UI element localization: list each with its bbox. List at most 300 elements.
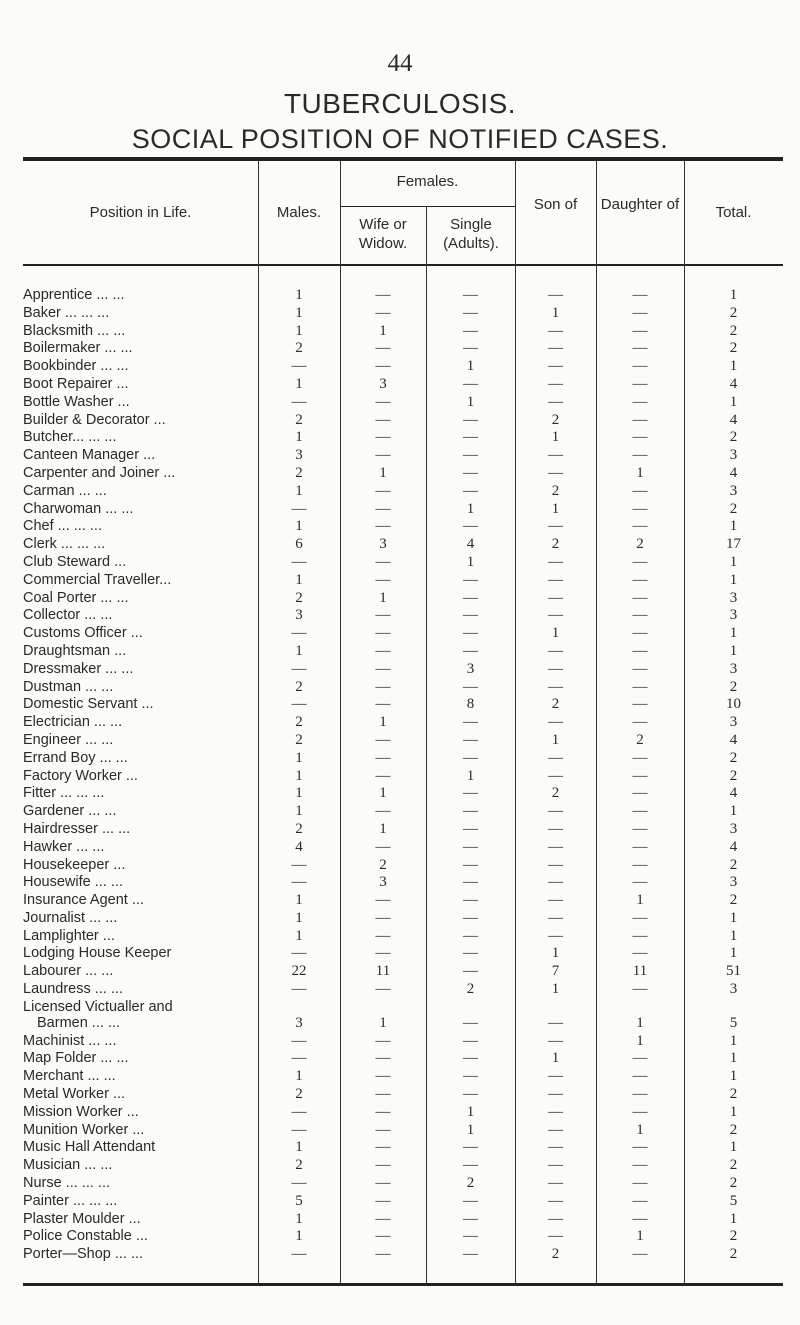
total-cell: 2	[729, 856, 738, 873]
males-cell: 2	[295, 589, 303, 606]
row-label: Carpenter and Joiner ...	[23, 464, 176, 481]
single-cell: —	[463, 518, 478, 535]
wife-cell: —	[375, 447, 391, 464]
total-cell: 4	[729, 838, 738, 855]
males-cell: —	[291, 1175, 307, 1192]
males-cell: —	[291, 1121, 307, 1138]
males-cell: —	[291, 981, 307, 998]
daughter-cell: —	[632, 1175, 648, 1192]
row-label: Merchant ... ...	[23, 1068, 116, 1085]
wife-cell: —	[375, 393, 391, 410]
table-row	[23, 928, 783, 946]
daughter-cell: —	[632, 803, 648, 820]
row-label: Lodging House Keeper	[23, 945, 172, 962]
single-cell: —	[463, 1032, 478, 1049]
single-cell: 2	[466, 981, 475, 998]
row-label: Customs Officer ...	[23, 625, 143, 642]
daughter-cell: 1	[636, 1121, 644, 1138]
son-cell: —	[548, 287, 563, 303]
header-son: Son of	[533, 196, 578, 213]
table-row	[23, 1246, 783, 1264]
wife-cell: —	[375, 1157, 391, 1174]
daughter-cell: 2	[636, 536, 644, 553]
males-cell: —	[291, 500, 307, 517]
daughter-cell: 2	[636, 731, 644, 748]
males-cell: 1	[295, 767, 303, 784]
wife-cell: —	[375, 1192, 391, 1209]
total-cell: 3	[729, 589, 738, 606]
single-cell: 1	[466, 358, 475, 375]
table-row	[23, 447, 783, 465]
row-label: Munition Worker ...	[23, 1121, 145, 1138]
wife-cell: 3	[379, 375, 387, 392]
row-label: Hairdresser ... ...	[23, 820, 131, 837]
males-cell: 2	[295, 1157, 303, 1174]
total-cell: 5	[729, 1014, 738, 1031]
single-cell: —	[463, 429, 478, 446]
wife-cell: 1	[379, 322, 387, 339]
males-cell: 1	[295, 927, 303, 944]
males-cell: —	[291, 625, 307, 642]
wife-cell: —	[375, 607, 391, 624]
table-row	[23, 1122, 783, 1140]
total-cell: 1	[729, 642, 738, 659]
daughter-cell: —	[632, 625, 648, 642]
males-cell: 1	[295, 892, 303, 909]
single-cell: —	[463, 892, 478, 909]
son-cell: 2	[551, 1246, 560, 1263]
row-label: Draughtsman ...	[23, 642, 127, 659]
row-label: Metal Worker ...	[23, 1086, 126, 1103]
son-cell: —	[548, 856, 563, 873]
son-cell: —	[548, 553, 563, 570]
son-cell: —	[548, 1157, 563, 1174]
daughter-cell: —	[632, 981, 648, 998]
header-females: Females.	[396, 173, 459, 190]
table-row	[23, 340, 783, 358]
son-cell: —	[548, 909, 563, 926]
daughter-cell: —	[632, 642, 648, 659]
table-row	[23, 803, 783, 821]
table-row	[23, 732, 783, 750]
females-subheader-line	[340, 206, 515, 207]
row-label: Laundress ... ...	[23, 981, 123, 998]
table-row	[23, 874, 783, 892]
row-label: Butcher... ... ...	[23, 429, 117, 446]
males-cell: —	[291, 553, 307, 570]
table-row	[23, 501, 783, 519]
single-cell: —	[463, 625, 478, 642]
son-cell: 2	[551, 785, 560, 802]
wife-cell: —	[375, 1086, 391, 1103]
males-cell: —	[291, 358, 307, 375]
son-cell: —	[548, 749, 563, 766]
wife-cell: —	[375, 660, 391, 677]
daughter-cell: —	[632, 482, 648, 499]
single-cell: —	[463, 945, 478, 962]
males-cell: —	[291, 1103, 307, 1120]
total-cell: 1	[729, 1139, 738, 1156]
total-cell: 1	[729, 393, 738, 410]
row-label: Collector ... ...	[23, 607, 113, 624]
table-row	[23, 821, 783, 839]
single-cell: —	[463, 1192, 478, 1209]
males-cell: 1	[295, 287, 303, 303]
single-cell: —	[463, 1050, 478, 1067]
wife-cell: —	[375, 1139, 391, 1156]
wife-cell: —	[375, 767, 391, 784]
daughter-cell: 1	[636, 892, 644, 909]
row-label: Porter—Shop ... ...	[23, 1246, 144, 1263]
males-cell: —	[291, 696, 307, 713]
table-row	[23, 554, 783, 572]
row-label: Canteen Manager ...	[23, 447, 156, 464]
table-row	[23, 429, 783, 447]
wife-cell: 2	[379, 856, 387, 873]
wife-cell: —	[375, 642, 391, 659]
son-cell: 7	[551, 963, 560, 980]
daughter-cell: —	[632, 838, 648, 855]
table-row	[23, 590, 783, 608]
single-cell: 1	[466, 1121, 475, 1138]
daughter-cell: 11	[632, 963, 648, 980]
header-males: Males.	[276, 204, 322, 221]
wife-cell: —	[375, 1210, 391, 1227]
row-label: Plaster Moulder ...	[23, 1210, 141, 1227]
son-cell: —	[548, 714, 563, 731]
males-cell: 1	[295, 1068, 303, 1085]
males-cell: 2	[295, 340, 303, 357]
single-cell: —	[463, 1139, 478, 1156]
son-cell: —	[548, 767, 563, 784]
total-cell: 2	[729, 749, 738, 766]
son-cell: —	[548, 927, 563, 944]
row-label: Carman ... ...	[23, 482, 107, 499]
son-cell: —	[548, 1086, 563, 1103]
total-cell: 2	[729, 1246, 738, 1263]
son-cell: —	[548, 1068, 563, 1085]
son-cell: —	[548, 1032, 563, 1049]
table-row	[23, 1175, 783, 1193]
males-cell: 1	[295, 429, 303, 446]
single-cell: —	[463, 304, 478, 321]
wife-cell: —	[375, 429, 391, 446]
males-cell: —	[291, 856, 307, 873]
single-cell: —	[463, 1157, 478, 1174]
wife-cell: —	[375, 731, 391, 748]
table-row	[23, 714, 783, 732]
table-row	[23, 750, 783, 768]
table-row	[23, 839, 783, 857]
son-cell: 1	[551, 429, 560, 446]
page-subtitle: SOCIAL POSITION OF NOTIFIED CASES.	[131, 124, 669, 154]
table-row	[23, 412, 783, 430]
son-cell: 2	[551, 696, 560, 713]
total-cell: 1	[729, 927, 738, 944]
total-cell: 2	[729, 304, 738, 321]
single-cell: —	[463, 820, 478, 837]
wife-cell: —	[375, 678, 391, 695]
single-cell: —	[463, 1246, 478, 1263]
header-position: Position in Life.	[89, 204, 192, 221]
single-cell: —	[463, 838, 478, 855]
son-cell: —	[548, 892, 563, 909]
daughter-cell: —	[632, 1246, 648, 1263]
son-cell: —	[548, 1121, 563, 1138]
total-cell: 51	[726, 963, 741, 980]
males-cell: 2	[295, 820, 303, 837]
total-cell: 1	[729, 571, 738, 588]
son-cell: —	[548, 607, 563, 624]
row-label: Bookbinder ... ...	[23, 358, 129, 375]
son-cell: 1	[551, 1050, 560, 1067]
row-label: Engineer ... ...	[23, 731, 114, 748]
daughter-cell: —	[632, 856, 648, 873]
son-cell: —	[548, 642, 563, 659]
single-cell: 3	[466, 660, 475, 677]
total-cell: 1	[729, 287, 738, 303]
single-cell: 1	[466, 393, 475, 410]
total-cell: 1	[729, 1210, 738, 1227]
males-cell: 2	[295, 678, 303, 695]
males-cell: 5	[295, 1192, 303, 1209]
row-label: Musician ... ...	[23, 1157, 113, 1174]
daughter-cell: —	[632, 1086, 648, 1103]
son-cell: —	[548, 375, 563, 392]
row-label: Gardener ... ...	[23, 803, 117, 820]
wife-cell: —	[375, 927, 391, 944]
son-cell: 1	[551, 981, 560, 998]
single-cell: —	[463, 447, 478, 464]
daughter-cell: —	[632, 518, 648, 535]
single-cell: —	[463, 1068, 478, 1085]
son-cell: 1	[551, 731, 560, 748]
son-cell: —	[548, 803, 563, 820]
row-label: Map Folder ... ...	[23, 1050, 129, 1067]
total-cell: 5	[729, 1192, 738, 1209]
page-number: 44	[387, 50, 413, 77]
table-row	[23, 981, 783, 999]
row-label: Builder & Decorator ...	[23, 411, 166, 428]
son-cell: —	[548, 589, 563, 606]
daughter-cell: —	[632, 358, 648, 375]
header-wife: Wife or Widow.	[358, 216, 408, 252]
table-row	[23, 999, 783, 1015]
table-row	[23, 679, 783, 697]
total-cell: 2	[729, 1086, 738, 1103]
males-cell: 3	[295, 607, 303, 624]
son-cell: 2	[551, 536, 560, 553]
wife-cell: —	[375, 1050, 391, 1067]
table-row	[23, 394, 783, 412]
daughter-cell: —	[632, 1139, 648, 1156]
wife-cell: 1	[379, 1014, 387, 1031]
total-cell: 4	[729, 375, 738, 392]
daughter-cell: —	[632, 678, 648, 695]
daughter-cell: —	[632, 696, 648, 713]
total-cell: 1	[729, 1103, 738, 1120]
row-label: Licensed Victualler and	[23, 998, 173, 1015]
table-body	[23, 287, 783, 1264]
males-cell: 1	[295, 518, 303, 535]
males-cell: 3	[295, 1014, 303, 1031]
row-label: Housekeeper ...	[23, 856, 126, 873]
daughter-cell: —	[632, 411, 648, 428]
total-cell: 1	[729, 1032, 738, 1049]
total-cell: 1	[729, 909, 738, 926]
wife-cell: —	[375, 1032, 391, 1049]
single-cell: —	[463, 785, 478, 802]
single-cell: —	[463, 749, 478, 766]
daughter-cell: —	[632, 607, 648, 624]
daughter-cell: —	[632, 447, 648, 464]
daughter-cell: —	[632, 500, 648, 517]
row-label: Painter ... ... ...	[23, 1192, 118, 1209]
row-label: Boot Repairer ...	[23, 375, 129, 392]
daughter-cell: —	[632, 909, 648, 926]
table-row	[23, 305, 783, 323]
son-cell: —	[548, 678, 563, 695]
row-label: Factory Worker ...	[23, 767, 138, 784]
total-cell: 4	[729, 464, 738, 481]
table-row	[23, 1086, 783, 1104]
males-cell: —	[291, 945, 307, 962]
single-cell: —	[463, 375, 478, 392]
single-cell: —	[463, 803, 478, 820]
son-cell: —	[548, 820, 563, 837]
wife-cell: —	[375, 892, 391, 909]
row-label: Coal Porter ... ...	[23, 589, 129, 606]
table-row	[23, 785, 783, 803]
row-label: Nurse ... ... ...	[23, 1175, 111, 1192]
row-label: Dustman ... ...	[23, 678, 114, 695]
row-label: Commercial Traveller...	[23, 571, 172, 588]
daughter-cell: —	[632, 553, 648, 570]
wife-cell: —	[375, 304, 391, 321]
daughter-cell: 1	[636, 1228, 644, 1245]
wife-cell: —	[375, 500, 391, 517]
son-cell: 1	[551, 625, 560, 642]
son-cell: 1	[551, 500, 560, 517]
daughter-cell: —	[632, 927, 648, 944]
row-label: Barmen ... ...	[37, 1014, 120, 1031]
daughter-cell: —	[632, 429, 648, 446]
table-row	[23, 1050, 783, 1068]
row-label: Domestic Servant ...	[23, 696, 154, 713]
total-cell: 1	[729, 803, 738, 820]
total-cell: 3	[729, 820, 738, 837]
wife-cell: —	[375, 1103, 391, 1120]
table-row	[23, 696, 783, 714]
daughter-cell: —	[632, 1192, 648, 1209]
wife-cell: —	[375, 625, 391, 642]
table-row	[23, 465, 783, 483]
son-cell: —	[548, 340, 563, 357]
daughter-cell: —	[632, 660, 648, 677]
single-cell: —	[463, 678, 478, 695]
single-cell: —	[463, 607, 478, 624]
daughter-cell: —	[632, 1157, 648, 1174]
row-label: Electrician ... ...	[23, 714, 123, 731]
males-cell: 6	[295, 536, 303, 553]
table-row	[23, 1157, 783, 1175]
table-row	[23, 963, 783, 981]
wife-cell: —	[375, 1228, 391, 1245]
wife-cell: —	[375, 340, 391, 357]
total-cell: 3	[729, 981, 738, 998]
daughter-cell: —	[632, 375, 648, 392]
total-cell: 3	[729, 714, 738, 731]
table-row	[23, 625, 783, 643]
daughter-cell: —	[632, 1068, 648, 1085]
wife-cell: —	[375, 1068, 391, 1085]
row-label: Fitter ... ... ...	[23, 785, 105, 802]
daughter-cell: —	[632, 767, 648, 784]
son-cell: 1	[551, 945, 560, 962]
row-label: Music Hall Attendant	[23, 1139, 156, 1156]
total-cell: 4	[729, 785, 738, 802]
table-row	[23, 910, 783, 928]
son-cell: —	[548, 393, 563, 410]
wife-cell: —	[375, 981, 391, 998]
son-cell: —	[548, 1175, 563, 1192]
single-cell: 1	[466, 767, 475, 784]
son-cell: —	[548, 322, 563, 339]
males-cell: 22	[291, 963, 307, 980]
row-label: Baker ... ... ...	[23, 304, 110, 321]
total-cell: 2	[729, 1121, 738, 1138]
total-cell: 3	[729, 447, 738, 464]
wife-cell: —	[375, 945, 391, 962]
males-cell: 1	[295, 1210, 303, 1227]
males-cell: 1	[295, 571, 303, 588]
row-label: Labourer ... ...	[23, 963, 114, 980]
males-cell: —	[291, 1032, 307, 1049]
son-cell: 1	[551, 304, 560, 321]
wife-cell: 3	[379, 536, 387, 553]
table-row	[23, 607, 783, 625]
wife-cell: —	[375, 1246, 391, 1263]
males-cell: 1	[295, 304, 303, 321]
son-cell: 2	[551, 482, 560, 499]
row-label: Journalist ... ...	[23, 909, 118, 926]
son-cell: —	[548, 464, 563, 481]
total-cell: 4	[729, 411, 738, 428]
total-cell: 1	[729, 518, 738, 535]
table-row	[23, 857, 783, 875]
wife-cell: —	[375, 287, 391, 303]
wife-cell: —	[375, 571, 391, 588]
total-cell: 2	[729, 1157, 738, 1174]
wife-cell: —	[375, 696, 391, 713]
wife-cell: 3	[379, 874, 387, 891]
table-row	[23, 376, 783, 394]
males-cell: —	[291, 393, 307, 410]
row-label: Clerk ... ... ...	[23, 536, 106, 553]
son-cell: —	[548, 1192, 563, 1209]
table-row	[23, 768, 783, 786]
wife-cell: —	[375, 909, 391, 926]
daughter-cell: —	[632, 340, 648, 357]
row-label: Hawker ... ...	[23, 838, 105, 855]
daughter-cell: —	[632, 1103, 648, 1120]
daughter-cell: 1	[636, 1014, 644, 1031]
males-cell: 2	[295, 731, 303, 748]
single-cell: —	[463, 571, 478, 588]
son-cell: —	[548, 660, 563, 677]
table-row	[23, 572, 783, 590]
son-cell: —	[548, 838, 563, 855]
